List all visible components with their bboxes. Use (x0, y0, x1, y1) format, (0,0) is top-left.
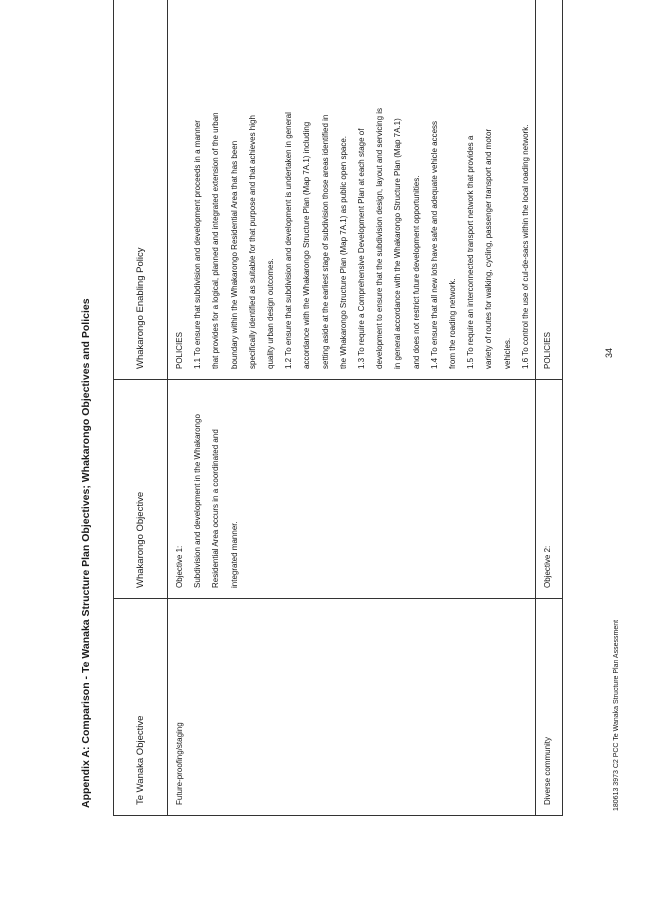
whakarongo-objective-cell (536, 380, 563, 599)
page-title: Appendix A: Comparison - Te Wanaka Structure Plan Objectives; Whakarongo Objectives and Policies (80, 298, 92, 808)
policy-line: the Whakarongo Structure Plan (Map 7A.1) as public open space. (338, 135, 348, 369)
table-row (536, 0, 563, 816)
policy-line: 1.1 To ensure that subdivision and development proceeds in a manner (193, 120, 203, 369)
policy-line: accordance with the Whakarongo Structure Plan (Map 7A.1) including (302, 121, 312, 369)
whakarongo-objective-cell (168, 380, 536, 599)
policy-line: from the roading network. (448, 278, 458, 369)
policy-line: variety of routes for walking, cycling, passenger transport and motor (484, 128, 494, 369)
policy-line: 1.3 To require a Comprehensive Development Plan at each stage of (357, 128, 367, 369)
policy-line: 1.5 To require an interconnected transport network that provides a (466, 135, 476, 369)
policy-line: POLICIES (543, 332, 553, 369)
objective-label: Objective 1: (175, 545, 184, 588)
policy-line: setting aside at the earliest stage of subdivision those areas identified in (320, 114, 330, 369)
policy-line: POLICIES (175, 332, 184, 369)
comparison-table (113, 0, 563, 816)
objective-text-line: Subdivision and development in the Whakarongo (193, 414, 203, 588)
footer-text: 180613 3973 C2 PCC Te Wanaka Structure Plan Assessment (613, 619, 620, 811)
policy-line: 1.4 To ensure that all new lots have safe and adequate vehicle access (429, 120, 439, 369)
header-whakarongo-objective: Whakarongo Objective (114, 380, 168, 599)
policy-line: and does not restrict future development opportunities. (411, 175, 421, 369)
table-row (168, 0, 536, 816)
objective-label: Objective 2: (543, 545, 553, 588)
policy-line: specifically identified as suitable for that purpose and that achieves high (247, 115, 257, 369)
policy-line: development to ensure that the subdivision design, layout and servicing is (375, 107, 385, 369)
page-number: 34 (604, 347, 614, 358)
table-header-row (114, 0, 168, 816)
policy-line: 1.6 To control the use of cul-de-sacs within the local roading network. (520, 124, 530, 369)
whakarongo-policy-cell (168, 0, 536, 380)
policy-line: vehicles. (502, 337, 512, 369)
whakarongo-policy-cell (536, 0, 563, 380)
objective-text-line: Residential Area occurs in a coordinated and (211, 429, 221, 588)
header-whakarongo-policy: Whakarongo Enabling Policy (114, 0, 168, 380)
te-wanaka-objective-cell (536, 599, 563, 816)
te-wanaka-objective-text: Diverse community (543, 736, 553, 805)
policy-line: that provides for a logical, planned and integrated extension of the urban (211, 112, 221, 369)
policy-line: 1.2 To ensure that subdivision and development is undertaken in general (284, 112, 294, 369)
policy-line: boundary within the Whakarongo Residential Area that has been (229, 140, 239, 369)
te-wanaka-objective-text: Future-proofing/staging (175, 722, 184, 805)
policy-line: in general accordance with the Whakarongo Structure Plan (Map 7A.1) (393, 118, 403, 369)
header-te-wanaka-objective: Te Wanaka Objective (114, 599, 168, 816)
objective-text-line: integrated manner. (229, 521, 239, 588)
te-wanaka-objective-cell (168, 599, 536, 816)
policy-line: quality urban design outcomes. (266, 258, 276, 369)
